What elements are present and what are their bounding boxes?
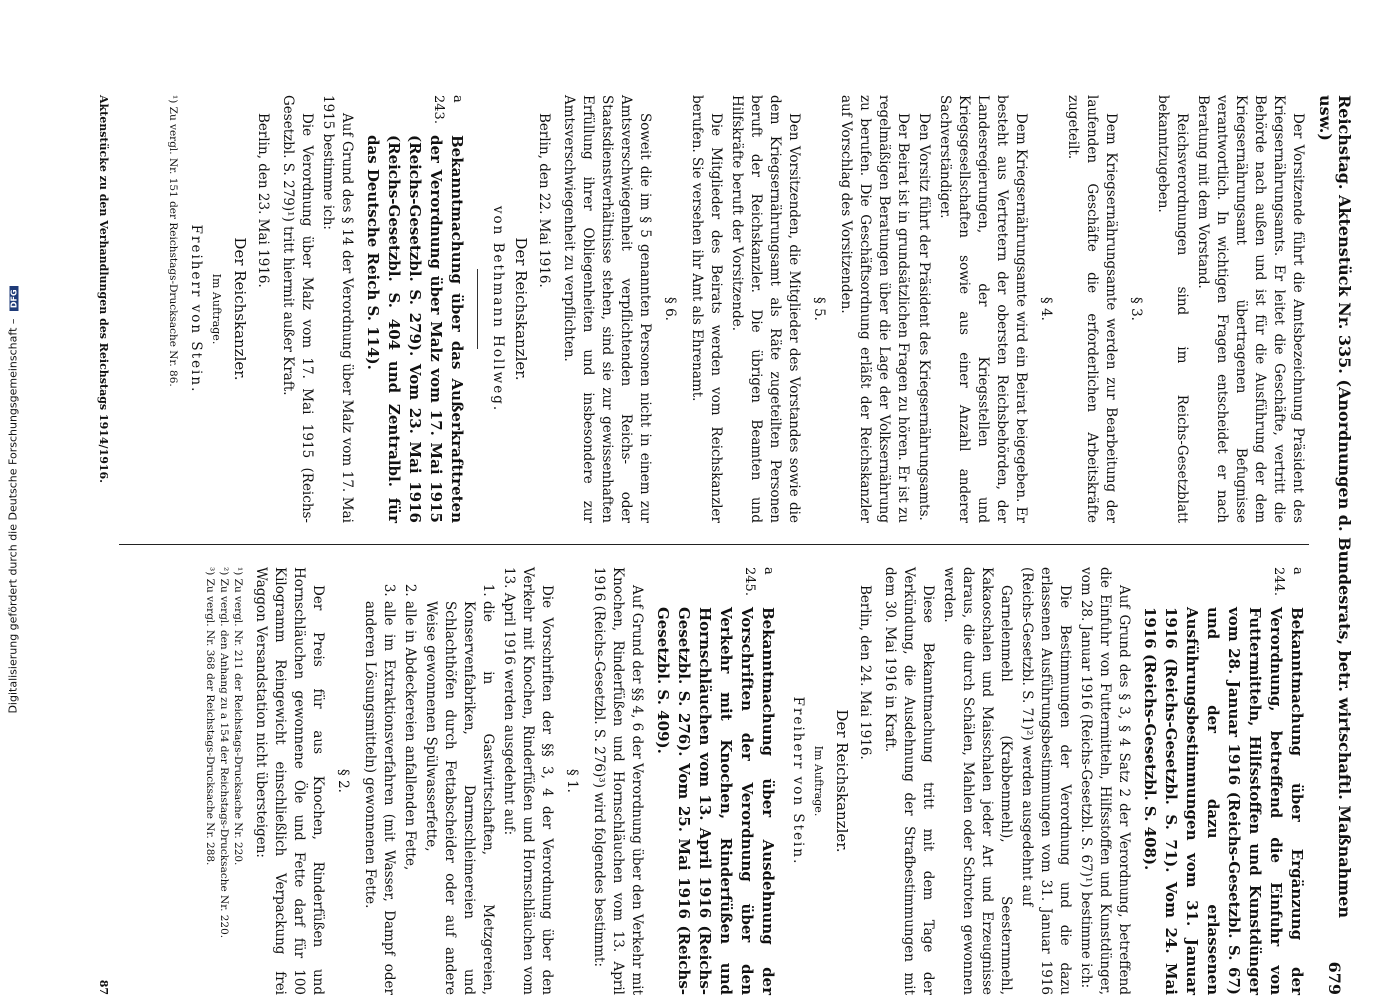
footer-sheet-number: 87	[97, 979, 110, 995]
paragraph: Die Bestimmungen der Verordnung und die dazu erlassenen Ausführungsbestimmungen vom 31. Januar 1916 (Reichs-Gesetzbl. S. 71)²) werden ausgedehnt auf	[1019, 567, 1073, 995]
announcement-number: a 245.	[742, 567, 776, 596]
announcement-number: a 243.	[431, 95, 465, 124]
paragraph: Soweit die im § 5 genannten Personen nicht in einem zur Amtsverschwiegenheit verpflichtenden Reichs- oder Staatsdienstverhältnisse stehen, sind sie zur gewissenhaften Erfüllung ihrer Obliegenheiten und insbesondere zur Amtsverschwiegenheit zu verpflichten.	[561, 95, 653, 523]
paragraph: Den Vorsitzenden, die Mitglieder des Vorstandes sowie die dem Kriegsernährungsamt als Räte zugeteilten Personen beruft der Reichskanzler. Die übrigen Beamten und Hilfskräfte beruft der Vorsitzende.	[729, 95, 802, 523]
paragraph: Auf Grund der §§ 4, 6 der Verordnung über den Verkehr mit Knochen, Rinderfüßen und Hornschläuchen vom 13. April 1916 (Reichs-Gesetzbl. S. 276)³) wird folgendes bestimmt:	[591, 567, 645, 995]
page-header	[1315, 95, 1355, 995]
page-header-title: Reichstag. Aktenstück Nr. 335. (Anordnungen d. Bundesrats, betr. wirtschaftl. Maßnahmen usw.)	[1316, 95, 1354, 919]
paragraph: Den Vorsitz führt der Präsident des Kriegsernährungsamts.	[916, 113, 932, 521]
announcement-title: Bekanntmachung über Ergänzung der Verordnung, betreffend die Einfuhr von Futtermitteln, Hilfsstoffen und Kunstdünger vom 28. Januar 1916 (Reichs-Gesetzbl. S. 67) und der dazu erlassenen Ausführungsbestimmungen vom 31. Januar 1916 (Reichs-Gesetzbl. S. 71). Vom 24. Mai 1916 (Reichs-Gesetzbl. S. 408).	[1141, 607, 1306, 995]
signature-name: Freiherr von Stein.	[790, 696, 806, 866]
paragraph: Die Verordnung über Malz vom 17. Mai 1915 (Reichs-Gesetzbl. S. 279)¹) tritt hiermit außer Kraft.	[280, 95, 315, 523]
paragraph: Auf Grund des § 14 der Verordnung über Malz vom 17. Mai 1915 bestimme ich:	[320, 95, 355, 523]
list-item: 2. alle in Abdeckereien anfallenden Fette,	[400, 601, 419, 995]
column-divider	[119, 544, 1309, 545]
rotated-page-content	[25, 95, 1355, 995]
right-column	[127, 567, 1307, 995]
paragraph: Dem Kriegsernährungsamte werden zur Bearbeitung der laufenden Geschäfte die erforderlichen Arbeitskräfte zugeteilt.	[1065, 95, 1119, 523]
date-line: Berlin, den 23. Mai 1916.	[255, 113, 271, 288]
signature-name: von Bethmann Hollweg.	[490, 205, 506, 413]
digitization-note	[0, 0, 26, 1000]
announcement-number: a 244.	[1271, 567, 1305, 596]
paragraph: Reichsverordnungen sind im Reichs-Gesetzblatt bekanntzugeben.	[1155, 95, 1190, 523]
section-heading: § 3.	[1128, 297, 1144, 321]
paragraph: Der Preis für aus Knochen, Rinderfüßen und Hornschläuchen gewonnene Öle und Fette darf für 100 Kilogramm Reingewicht einschließlich Verpackung frei Waggon Versandstation nicht übersteigen:	[253, 567, 326, 995]
page-footer	[97, 95, 110, 995]
dfg-logo: DFG	[10, 286, 19, 311]
footnotes	[203, 567, 245, 995]
paragraph-list: Garnelenmehl (Krabbenmehl), Seesternmehl, Kakaoschalen und Maisschalen jeder Art und Erzeugnisse daraus, die durch Schälen, Mahlen oder Schroten gewonnen werden.	[941, 567, 1014, 995]
signature-auftrage: Im Auftrage.	[812, 745, 825, 817]
paragraph: Die Vorschriften der §§ 3, 4 der Verordnung über den Verkehr mit Knochen, Rinderfüßen und Hornschläuchen vom 13. April 1916 werden ausgedehnt auf:	[501, 567, 555, 995]
section-heading: § 6.	[662, 297, 678, 321]
paragraph: Dem Kriegsernährungsamte wird ein Beirat beigegeben. Er besteht aus Vertretern der obersten Reichsbehörden, der Landesregierungen, der Kriegsstellen und Kriegsgesellschaften sowie aus einer Anzahl anderer Sachverständiger.	[937, 95, 1029, 523]
numbered-list	[360, 567, 497, 995]
signature-title: Der Reichskanzler.	[512, 237, 530, 381]
footnote: ¹) Zu vergl. Nr. 151 der Reichstags-Drucksache Nr. 86.	[167, 95, 179, 387]
paragraph: Die Mitglieder des Beirats werden vom Reichskanzler berufen. Sie versehen ihr Amt als Ehrenamt.	[689, 95, 724, 523]
paragraph: Der Vorsitzende führt die Amtsbezeichnung Präsident des Kriegsernährungsamts. Er leitet die Geschäfte, vertritt die Behörde nach außen und ist für die Ausführung der dem Kriegsernährungsamt übertragenen Befugnisse verantwortlich. In wichtigen Fragen entscheidet er nach Beratung mit dem Vorstand.	[1195, 95, 1306, 523]
signature-title: Der Reichskanzler.	[231, 237, 249, 381]
footnote: ¹) Zu vergl. Nr. 211 der Reichstags-Drucksache Nr. 220.	[232, 567, 244, 866]
announcement-heading	[652, 567, 778, 995]
section-heading: § 1.	[564, 769, 580, 793]
list-item: 3. alle im Extraktionsverfahren (mit Wasser, Dampf oder anderen Lösungsmitteln) gewonnenen Fette.	[360, 601, 398, 995]
announcement-heading	[362, 95, 467, 523]
list-item: 1. die in Gastwirtschaften, Metzgereien, Konservenfabriken, Darmschleimereien und Schlachthöfen durch Fettabscheider oder auf andere Weise gewonnenen Spülwasserfette,	[421, 601, 497, 995]
footnotes	[166, 95, 180, 523]
section-heading: § 5.	[811, 297, 827, 321]
digitization-note-text: Digitalisierung gefördert durch die Deutsche Forschungsgemeinschaft –	[6, 318, 20, 714]
paragraph: Auf Grund des § 3, § 4 Satz 2 der Verordnung, betreffend die Einfuhr von Futtermitteln, Hilfsstoffen und Kunstdünger, vom 28. Januar 1916 (Reichs-Gesetzbl. S. 67)¹) bestimme ich:	[1078, 567, 1132, 995]
page-number: 679	[1325, 961, 1345, 995]
document-page	[30, 0, 1383, 1000]
footer-title: Aktenstücke zu den Verhandlungen des Reichstags 1914/1916.	[97, 95, 110, 483]
separator-rule	[477, 269, 478, 349]
signature-title: Der Reichskanzler.	[833, 709, 851, 853]
date-line: Berlin, den 24. Mai 1916.	[857, 585, 873, 760]
signature-name: Freiherr von Stein.	[188, 224, 204, 394]
announcement-heading	[1139, 567, 1307, 995]
footnote: ³) Zu vergl. Nr. 368 der Reichstags-Drucksache Nr. 288.	[204, 567, 216, 866]
paragraph: Der Beirat ist in grundsätzlichen Fragen zu hören. Er ist zu regelmäßigen Beratungen über die Lage der Volksernährung zu berufen. Die Geschäftsordnung erläßt der Reichskanzler auf Vorschlag des Vorsitzenden.	[838, 95, 911, 523]
announcement-title: Bekanntmachung über Ausdehnung der Vorschriften der Verordnung über den Verkehr mit Knochen, Rinderfüßen und Hornschläuchen vom 13. April 1916 (Reichs-Gesetzbl. S. 276). Vom 25. Mai 1916 (Reichs-Gesetzbl. S. 409).	[654, 607, 777, 995]
signature-auftrage: Im Auftrage.	[210, 273, 223, 345]
announcement-title: Bekanntmachung über das Außerkrafttreten der Verordnung über Malz vom 17. Mai 1915 (Reichs-Gesetzbl. S. 279). Vom 23. Mai 1916 (Reichs-Gesetzbl. S. 404 und Zentralbl. für das Deutsche Reich S. 114).	[364, 135, 466, 523]
date-line: Berlin, den 22. Mai 1916.	[536, 113, 552, 288]
paragraph: Diese Bekanntmachung tritt mit dem Tage der Verkündung, die Ausdehnung der Strafbestimmungen mit dem 30. Mai 1916 in Kraft.	[882, 567, 936, 995]
footnote: ²) Zu vergl. den Anhang zu a 154 der Reichstags-Drucksache Nr. 220.	[218, 567, 230, 939]
section-heading: § 4.	[1038, 297, 1054, 321]
section-heading: § 2.	[335, 769, 351, 793]
left-column	[127, 95, 1307, 523]
